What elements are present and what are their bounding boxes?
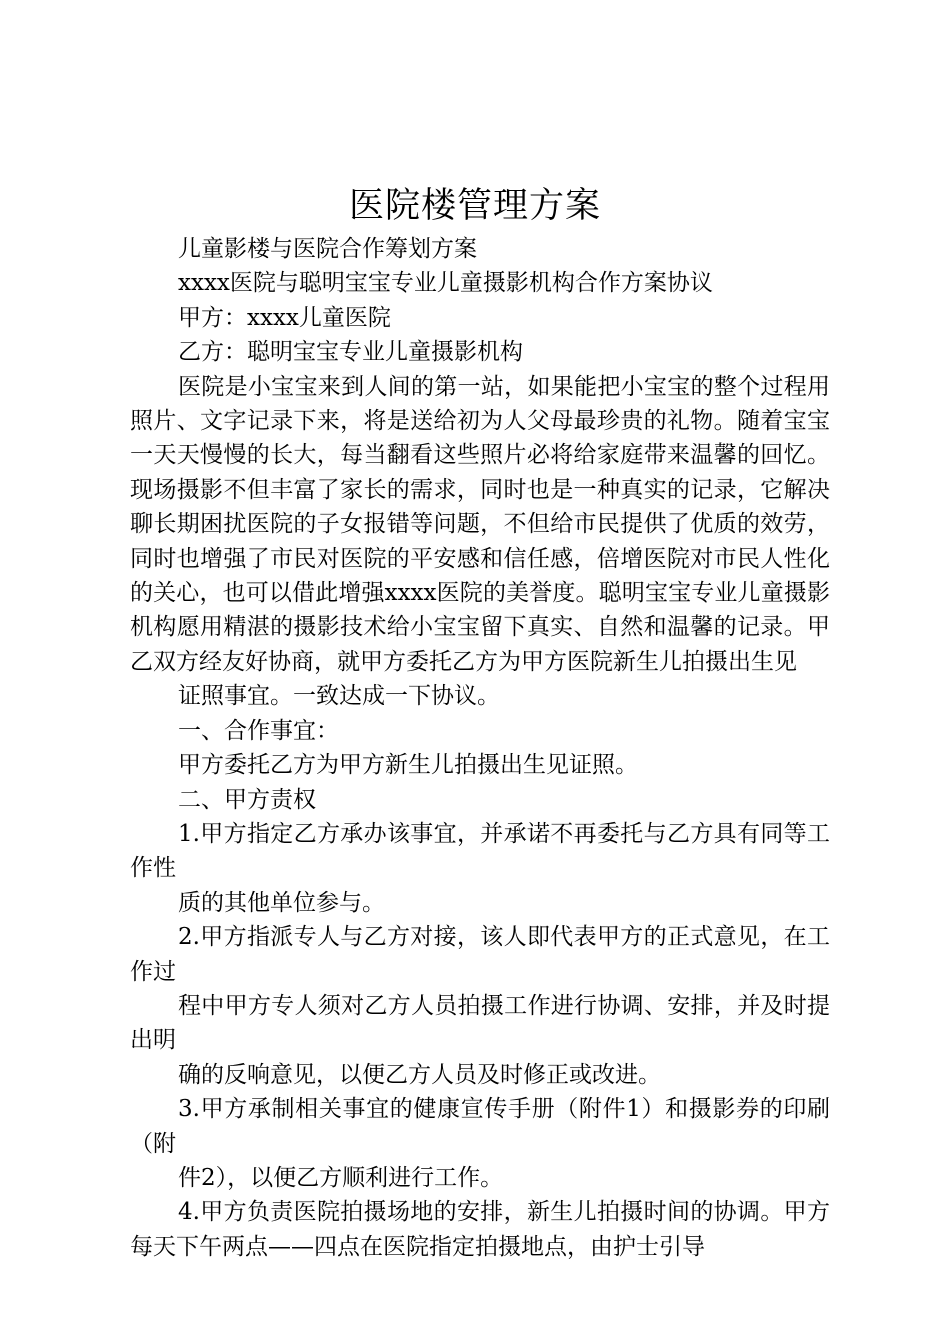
paragraph-intro-cont: 证照事宜。一致达成一下协议。 xyxy=(178,683,500,710)
document-title: 医院楼管理方案 xyxy=(348,186,601,226)
paragraph-item-2-cont: 程中甲方专人须对乙方人员拍摄工作进行协调、安排，并及时提出明 xyxy=(130,992,830,1054)
paragraph-item-4: 4.甲方负责医院拍摄场地的安排，新生儿拍摄时间的协调。甲方每天下午两点——四点在医院指定拍摄地点，由护士引导 xyxy=(130,1199,830,1260)
paragraph-party-a: 甲方：xxxx儿童医院 xyxy=(178,304,391,331)
paragraph-item-1-cont: 质的其他单位参与。 xyxy=(178,889,385,916)
paragraph-agreement-title: xxxx医院与聪明宝宝专业儿童摄影机构合作方案协议 xyxy=(178,270,713,297)
section-heading-party-a-rights: 二、甲方责权 xyxy=(178,786,316,813)
paragraph-party-b: 乙方：聪明宝宝专业儿童摄影机构 xyxy=(178,339,523,366)
paragraph-item-3-cont: 件2），以便乙方顺利进行工作。 xyxy=(178,1164,504,1191)
paragraph-intro: 医院是小宝宝来到人间的第一站，如果能把小宝宝的整个过程用照片、文字记录下来，将是送给初为人父母最珍贵的礼物。随着宝宝一天天慢慢的长大，每当翻看这些照片必将给家庭带来温馨的回忆。现场摄影不但丰富了家长的需求，同时也是一种真实的记录，它解决聊长期困扰医院的子女报错等问题，不但给市民提供了优质的效劳，同时也增强了市民对医院的平安感和信任感，倍增医院对市民人性化的关心，也可以借此增强xxxx医院的美誉度。聪明宝宝专业儿童摄影机构愿用精湛的摄影技术给小宝宝留下真实、自然和温馨的记录。甲乙双方经友好协商，就甲方委托乙方为甲方医院新生儿拍摄出生见 xyxy=(130,373,830,675)
paragraph-item-1: 1.甲方指定乙方承办该事宜，并承诺不再委托与乙方具有同等工作性 xyxy=(130,820,830,882)
paragraph-plan-name: 儿童影楼与医院合作筹划方案 xyxy=(178,236,477,262)
section-heading-cooperation: 一、合作事宜： xyxy=(178,717,339,744)
paragraph-cooperation: 甲方委托乙方为甲方新生儿拍摄出生见证照。 xyxy=(178,752,638,779)
paragraph-item-3: 3.甲方承制相关事宜的健康宣传手册（附件1）和摄影券的印刷（附 xyxy=(130,1096,830,1157)
document-body xyxy=(130,232,830,1264)
paragraph-item-2: 2.甲方指派专人与乙方对接，该人即代表甲方的正式意见，在工作过 xyxy=(130,924,830,985)
paragraph-item-2-cont2: 确的反响意见，以便乙方人员及时修正或改进。 xyxy=(178,1061,661,1088)
